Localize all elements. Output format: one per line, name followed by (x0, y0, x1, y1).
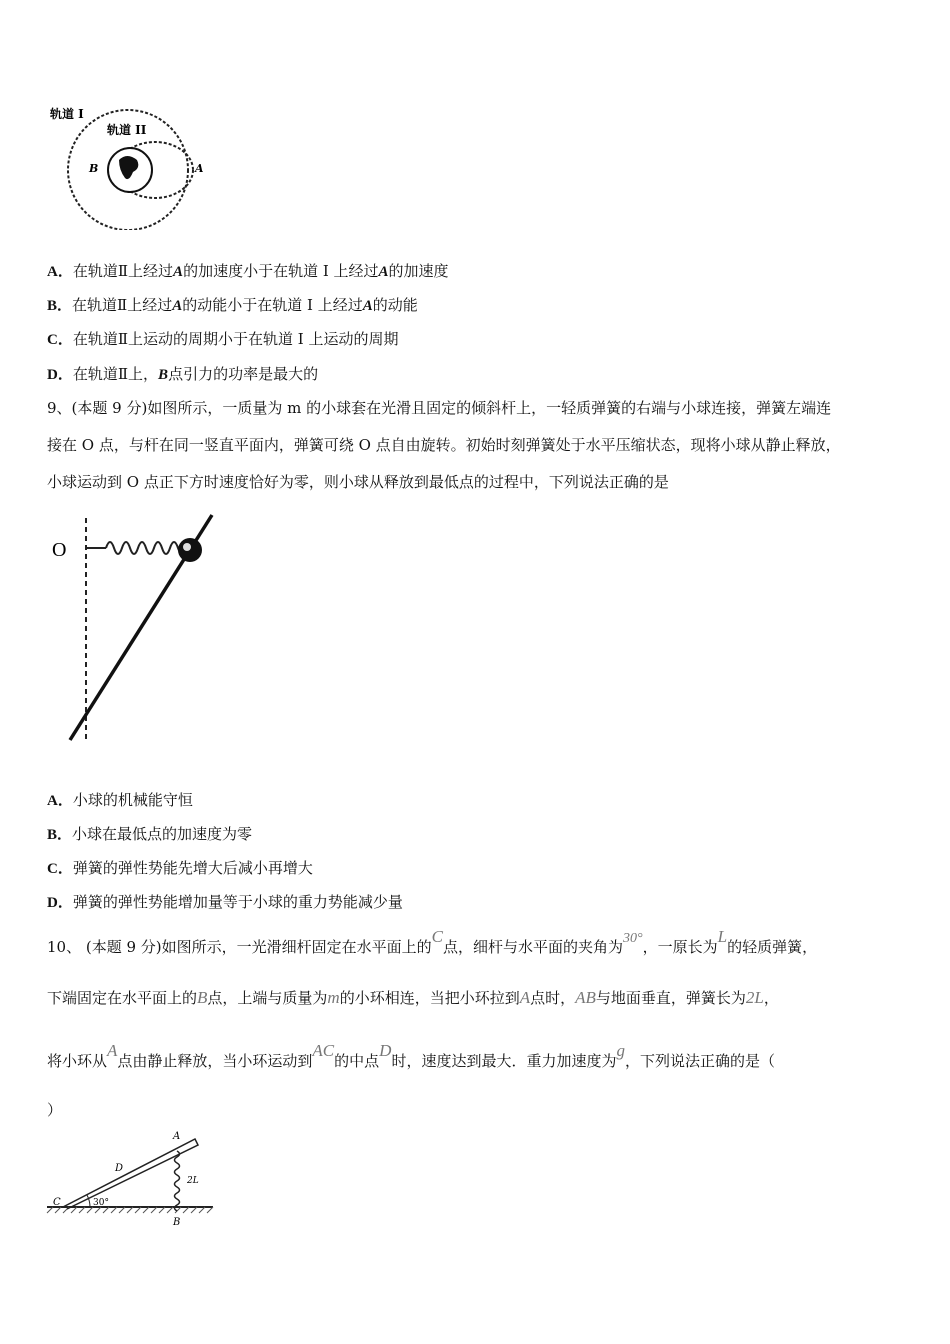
point-c-label: C (53, 1197, 61, 1208)
q10-stem-line2: 下端固定在水平面上的B点，上端与质量为m的小环相连，当把小环拉到A点时，AB与地面垂直，弹簧长为2L， (47, 988, 779, 1007)
orbit2-label: 轨道 II (107, 123, 147, 137)
length-label: 2L (187, 1176, 199, 1186)
q10-stem-line1: 10、 (本题 9 分)如图所示，一光滑细杆固定在水平面上的C点，细杆与水平面的夹角为30°，一原长为L的轻质弹簧， (47, 927, 818, 956)
point-o-label: O (52, 539, 67, 561)
q8-option-b: B．在轨道Ⅱ上经过A的动能小于在轨道 I 上经过A的动能 (47, 296, 418, 314)
orbit1-label: 轨道 I (50, 107, 84, 121)
q9-option-c: C．弹簧的弹性势能先增大后减小再增大 (47, 859, 313, 877)
spring-rod-figure (50, 510, 230, 750)
q9-option-d: D．弹簧的弹性势能增加量等于小球的重力势能减少量 (47, 893, 403, 911)
q9-stem-line3: 小球运动到 O 点正下方时速度恰好为零，则小球从释放到最低点的过程中，下列说法正确的是 (47, 473, 669, 491)
point-b-label: B (89, 162, 99, 175)
q9-option-a: A．小球的机械能守恒 (47, 791, 193, 809)
q8-option-c: C．在轨道Ⅱ上运动的周期小于在轨道 I 上运动的周期 (47, 330, 399, 348)
incline-spring-figure (45, 1125, 220, 1230)
q8-option-d: D．在轨道Ⅱ上，B点引力的功率是最大的 (47, 365, 319, 383)
q10-stem-line3: 将小环从A点由静止释放，当小环运动到AC的中点D时，速度达到最大．重力加速度为g，下列说法正确的是（ (47, 1041, 775, 1070)
q8-option-a: A．在轨道Ⅱ上经过A的加速度小于在轨道 I 上经过A的加速度 (47, 262, 449, 280)
q9-option-b: B．小球在最低点的加速度为零 (47, 825, 253, 843)
q9-stem-line2: 接在 O 点，与杆在同一竖直平面内，弹簧可绕 O 点自由旋转。初始时刻弹簧处于水平压缩状态，现将小球从静止释放， (47, 436, 841, 454)
angle-label: 30° (93, 1198, 109, 1208)
point-a-label: A (173, 1131, 181, 1142)
q9-stem-line1: 9、(本题 9 分)如图所示，一质量为 m 的小球套在光滑且固定的倾斜杆上，一轻质弹簧的右端与小球连接，弹簧左端连 (47, 399, 832, 417)
point-d-label: D (115, 1163, 124, 1174)
point-b-label: B (173, 1217, 181, 1228)
q10-stem-line4: ） (47, 1101, 63, 1119)
point-a-label: A (195, 162, 204, 175)
orbit-figure (45, 100, 215, 230)
